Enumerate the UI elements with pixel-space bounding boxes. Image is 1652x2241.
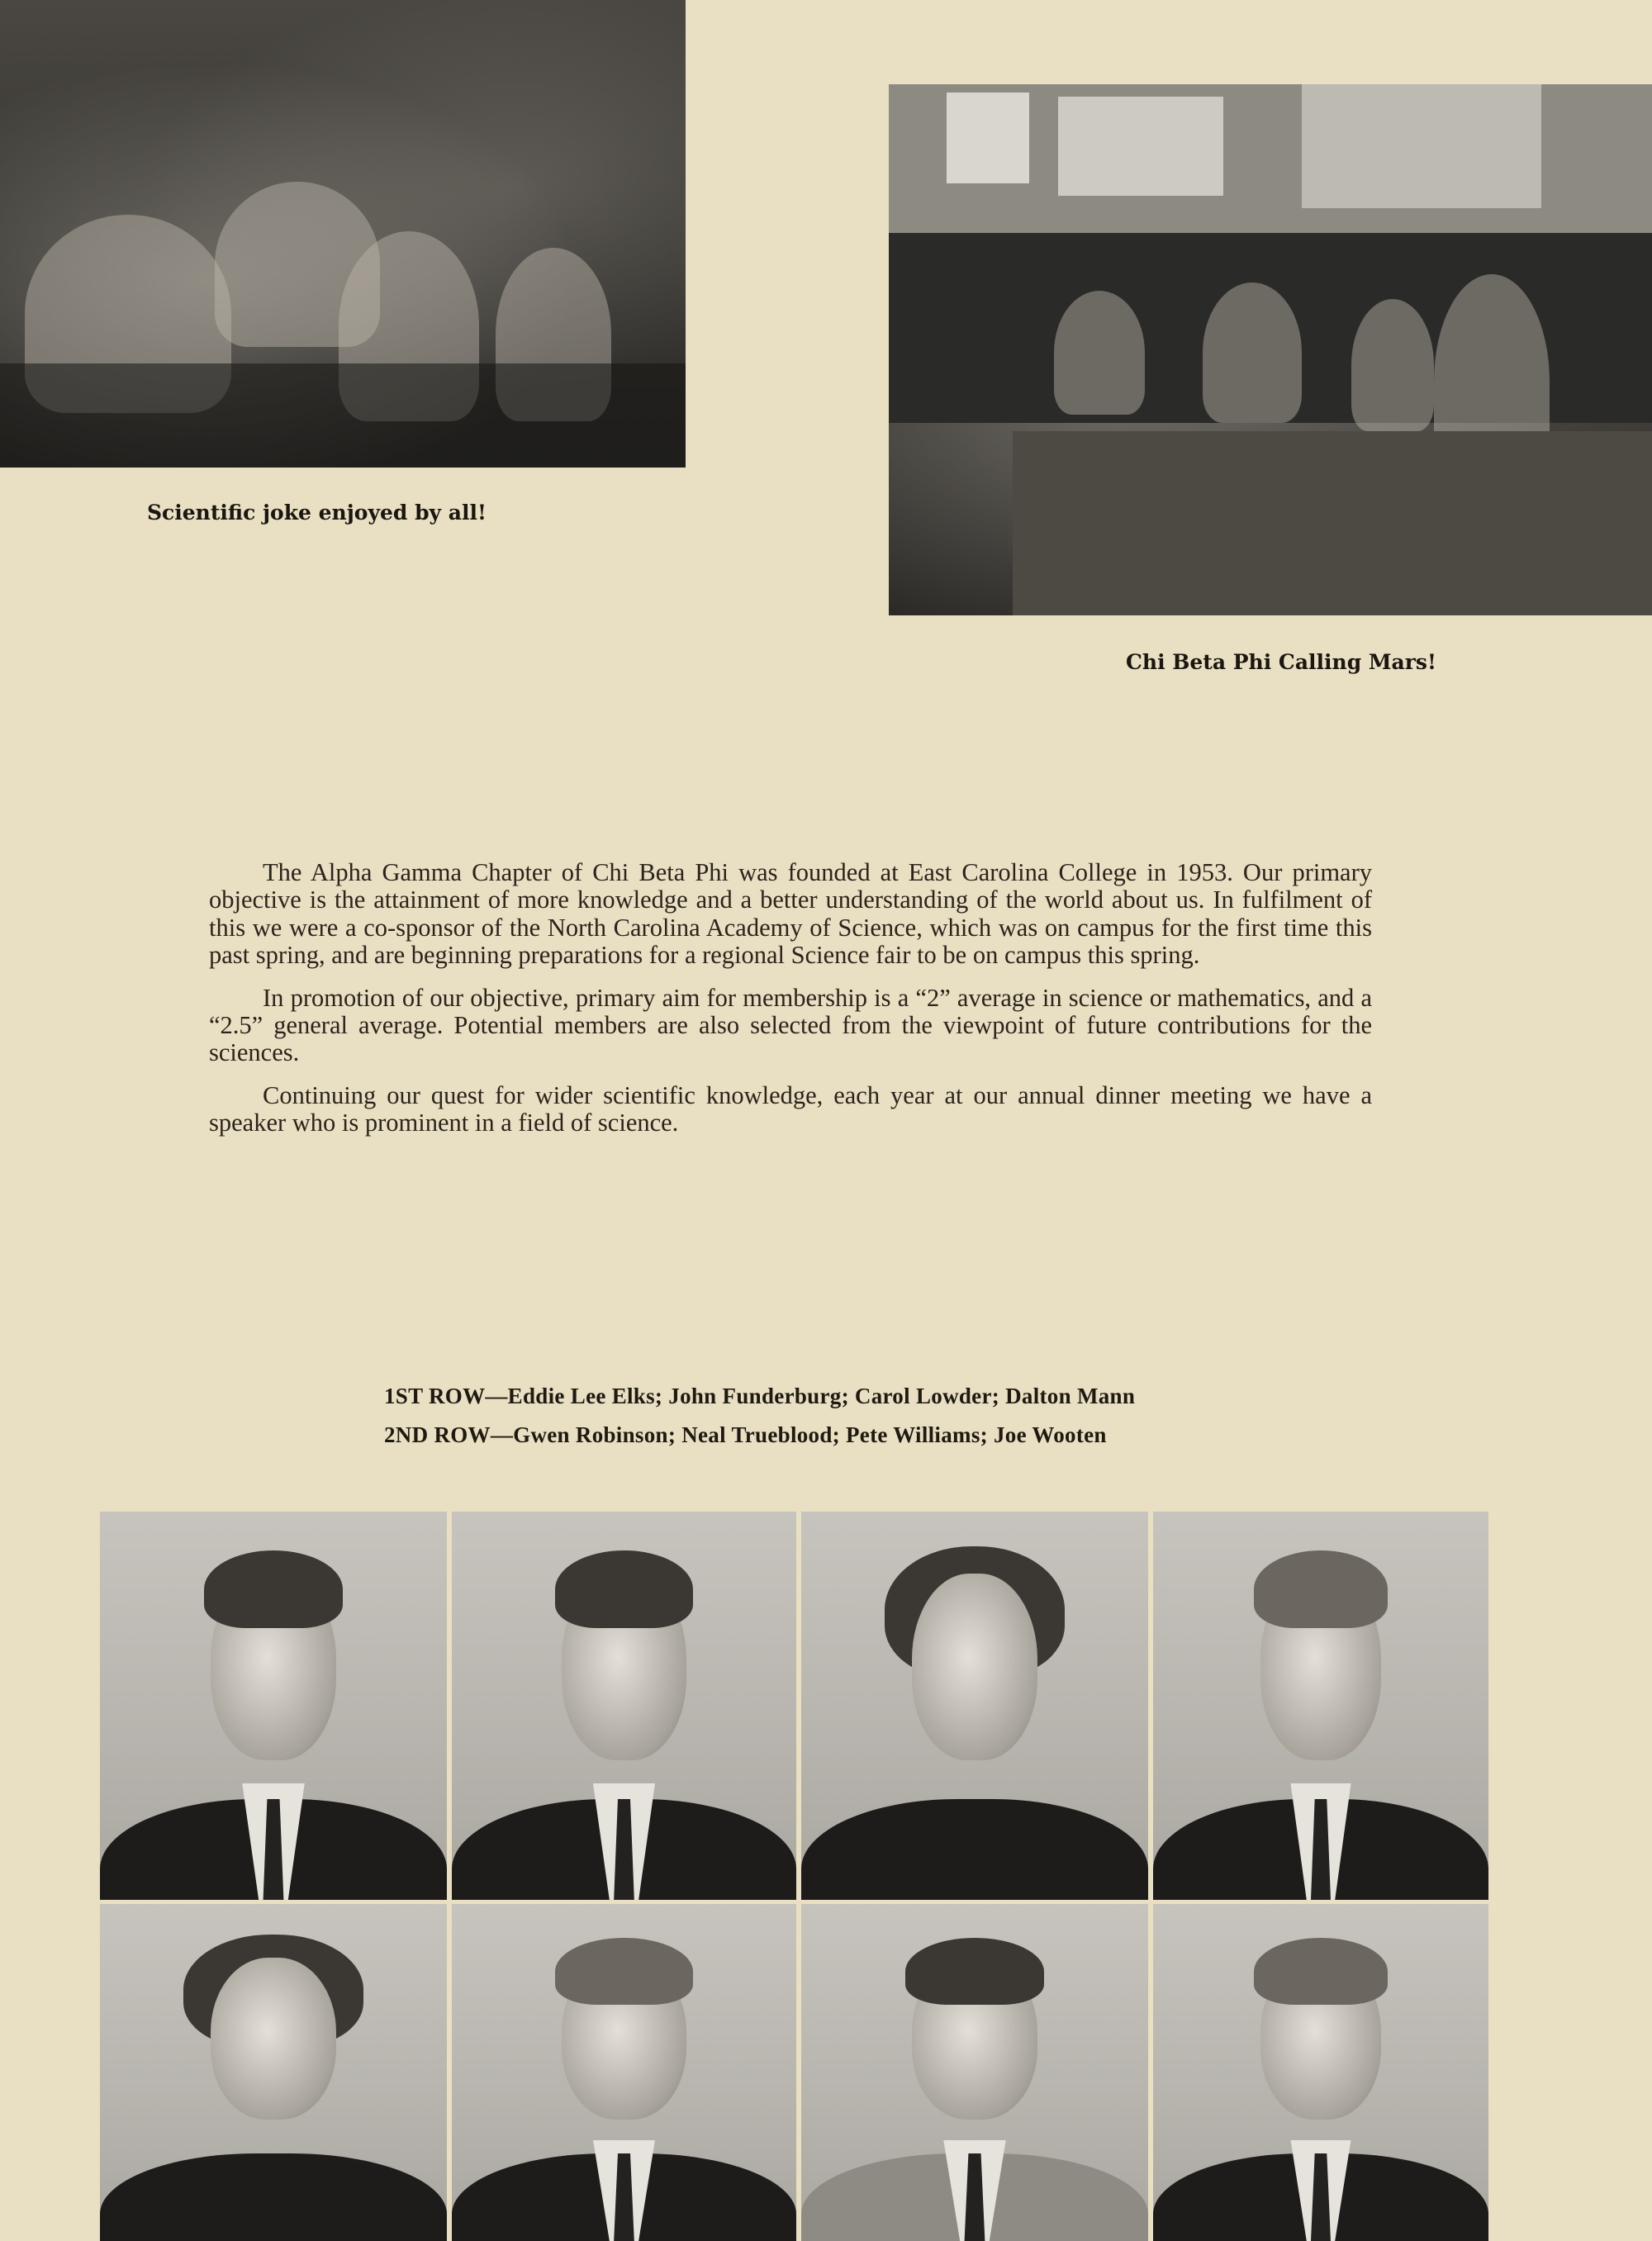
article-body bbox=[209, 859, 1372, 1152]
photo-scientific-joke bbox=[0, 0, 686, 468]
caption-calling-mars: Chi Beta Phi Calling Mars! bbox=[1126, 650, 1436, 674]
portrait-pete-williams bbox=[801, 1904, 1148, 2241]
article-paragraph-3: Continuing our quest for wider scientific knowledge, each year at our annual dinner meeting we have a speaker who is prominent in a field of science. bbox=[209, 1080, 1372, 1137]
article-paragraph-1: The Alpha Gamma Chapter of Chi Beta Phi was founded at East Carolina College in 1953. Our primary objective is the attainment of more knowledge and a better understanding of the world about us. In fulfilment of this we were a co-sponsor of the North Carolina Academy of Science, which was on campus for the first time this past spring, and are beginning preparations for a regional Science fair to be on campus this spring. bbox=[209, 858, 1372, 970]
portrait-carol-lowder bbox=[801, 1512, 1148, 1900]
portrait-eddie-lee-elks bbox=[100, 1512, 447, 1900]
portrait-gwen-robinson bbox=[100, 1904, 447, 2241]
portrait-dalton-mann bbox=[1153, 1512, 1488, 1900]
roster-row-1: 1ST ROW—Eddie Lee Elks; John Funderburg; Carol Lowder; Dalton Mann bbox=[384, 1384, 1136, 1408]
photo-calling-mars bbox=[889, 84, 1652, 615]
portrait-john-funderburg bbox=[452, 1512, 796, 1900]
caption-scientific-joke: Scientific joke enjoyed by all! bbox=[147, 501, 487, 525]
roster-row-2: 2ND ROW—Gwen Robinson; Neal Trueblood; Pete Williams; Joe Wooten bbox=[384, 1422, 1107, 1447]
portrait-joe-wooten bbox=[1153, 1904, 1488, 2241]
article-paragraph-2: In promotion of our objective, primary aim for membership is a “2” average in science or mathematics, and a “2.5” general average. Potential members are also selected from the viewpoint of future contributions for the sciences. bbox=[209, 983, 1372, 1067]
portrait-neal-trueblood bbox=[452, 1904, 796, 2241]
